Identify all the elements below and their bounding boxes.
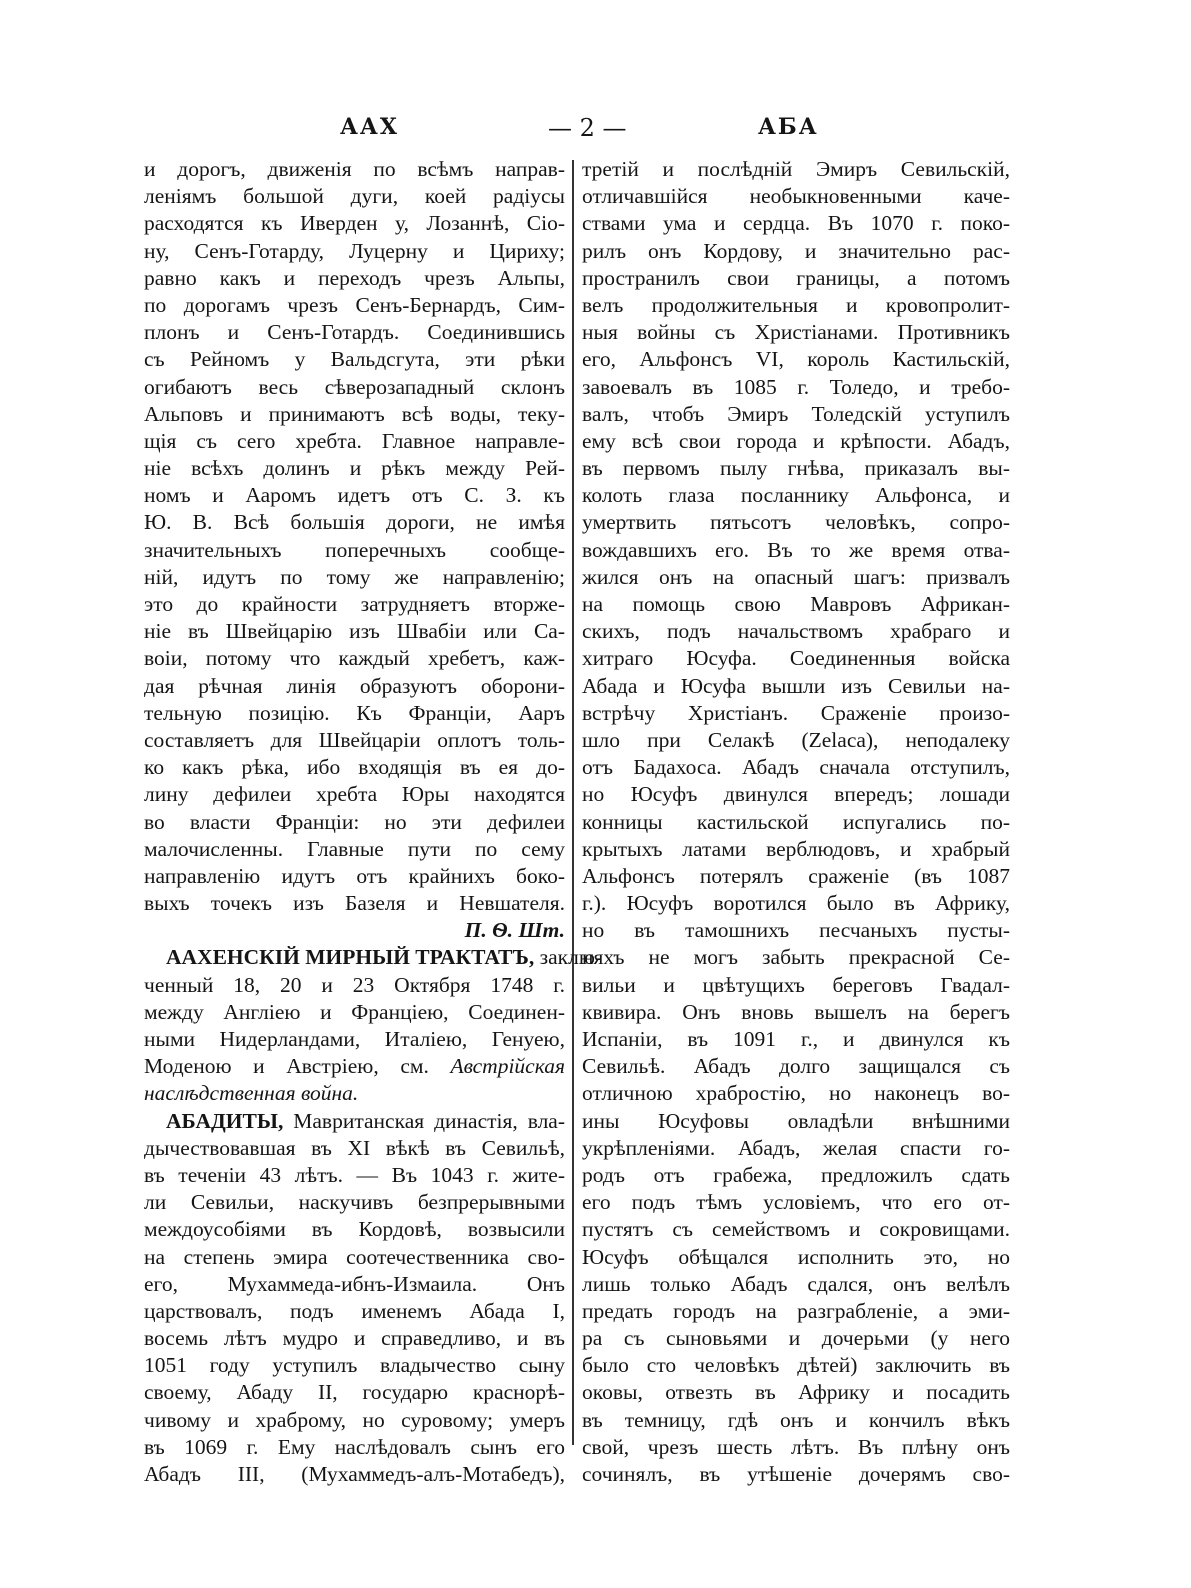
header-left-word: ААХ	[340, 114, 399, 140]
text-line: направленію идутъ отъ крайнихъ боко-	[144, 863, 565, 888]
text-line: но въ тамошнихъ песчаныхъ пусты-	[582, 918, 1010, 943]
text-line: дычествовавшая въ XI вѣкѣ въ Севильѣ,	[144, 1135, 565, 1160]
article-aachen-treaty	[144, 944, 603, 1107]
text-line: вильи и цвѣтущихъ береговъ Гвадал-	[582, 972, 1010, 997]
text-line: на степень эмира соотечественника сво-	[144, 1244, 565, 1269]
text-line: своему, Абаду II, государю краснорѣ-	[144, 1380, 565, 1405]
text-line: ныя войны съ Христіанами. Противникъ	[582, 320, 1010, 345]
text-line: оковы, отвезть въ Африку и посадить	[582, 1380, 1010, 1405]
text-line: встрѣчу Христіанъ. Сраженіе произо-	[582, 700, 1010, 725]
text-line: его подъ тѣмъ условіемъ, что его от-	[582, 1190, 1010, 1215]
text-line: третій и послѣдній Эмиръ Севильскій,	[582, 157, 1010, 181]
text-line: г.). Юсуфъ воротился было въ Африку,	[582, 891, 1010, 916]
text-line: чивому и храброму, но суровому; умеръ	[144, 1407, 565, 1432]
text-line: Юсуфъ обѣщался исполнить это, но	[582, 1244, 1010, 1269]
text-line: малочисленны. Главные пути по сему	[144, 836, 565, 861]
text-line: въ теченіи 43 лѣтъ. — Въ 1043 г. жите-	[144, 1162, 565, 1187]
text-line: царствовалъ, подъ именемъ Абада I,	[144, 1298, 565, 1323]
cross-reference: Австрійская	[450, 1054, 565, 1079]
text-line: но Юсуфъ двинулся впередъ; лошади	[582, 782, 1010, 807]
cross-reference: наслѣдственная война.	[144, 1081, 359, 1106]
text-line: расходятся къ Иверден у, Лозаннѣ, Сіо-	[144, 211, 565, 236]
right-column	[582, 156, 1010, 1488]
text-line: между Англіею и Франціею, Соединен-	[144, 999, 565, 1024]
text-line: конницы кастильской испугались по-	[582, 809, 1010, 834]
text-line: Испаніи, въ 1091 г., и двинулся къ	[582, 1027, 1010, 1051]
text-line: пространилъ свои границы, а потомъ	[582, 265, 1010, 290]
text-line: дая рѣчная линія образуютъ оборони-	[144, 673, 565, 698]
text-line: ніе въ Швейцарію изъ Швабіи или Са-	[144, 619, 565, 644]
text-line: завоевалъ въ 1085 г. Толедо, и требо-	[582, 374, 1010, 399]
text-line: жился онъ на опасный шагъ: призвалъ	[582, 564, 1010, 589]
text-line: ніе всѣхъ долинъ и рѣкъ между Рей-	[144, 456, 565, 481]
text-line: ко какъ рѣка, ибо входящія въ ея до-	[144, 755, 565, 780]
text-line: умертвить пятьсотъ человѣкъ, сопро-	[582, 510, 1010, 535]
text-line: Абадъ III, (Мухаммедъ-алъ-Мотабедъ),	[144, 1462, 565, 1486]
text-line: ему всѣ свои города и крѣпости. Абадъ,	[582, 428, 1010, 453]
text-line: щія съ сего хребта. Главное направле-	[144, 428, 565, 453]
text-line: тельную позицію. Къ Франціи, Ааръ	[144, 700, 565, 725]
text-line: колоть глаза посланнику Альфонса, и	[582, 483, 1010, 508]
text-line: междоусобіями въ Кордовѣ, возвысили	[144, 1217, 565, 1242]
text-line: хитраго Юсуфа. Соединенныя войска	[582, 646, 1010, 671]
text-line: плонъ и Сенъ-Готардъ. Соединившись	[144, 320, 565, 345]
text-line: это до крайности затрудняетъ вторже-	[144, 592, 565, 616]
text-line: его, Мухаммеда-ибнъ-Измаила. Онъ	[144, 1271, 565, 1296]
text-line: пустятъ съ семействомъ и сокровищами.	[582, 1217, 1010, 1242]
text-line: огибаютъ весь сѣверозападный склонъ	[144, 374, 565, 399]
text-line: свой, чрезъ шесть лѣтъ. Въ плѣну онъ	[582, 1434, 1010, 1459]
text-line: родъ отъ грабежа, предложилъ сдать	[582, 1162, 1010, 1187]
text-line: отличавшійся необыкновенными каче-	[582, 184, 1010, 209]
text-line: ствами ума и сердца. Въ 1070 г. поко-	[582, 211, 1010, 236]
text-line: номъ и Ааромъ идетъ отъ С. З. къ	[144, 483, 565, 508]
text-line: няхъ не могъ забыть прекрасной Се-	[582, 945, 1010, 970]
text-line: шло при Селакѣ (Zelaca), неподалеку	[582, 727, 1010, 752]
article-title: АБАДИТЫ,	[166, 1108, 284, 1133]
text-line: 1051 году уступилъ владычество сыну	[144, 1353, 565, 1378]
author-signature	[144, 917, 565, 944]
text-line: велъ продолжительныя и кровопролит-	[582, 292, 1010, 317]
text-line: Абада и Юсуфа вышли изъ Севильи на-	[582, 673, 1010, 698]
text-line	[144, 1080, 565, 1107]
header-right-word: АБА	[758, 114, 819, 140]
text-line: Альфонсъ потерялъ сраженіе (въ 1087	[582, 863, 1010, 888]
text-line: леніямъ большой дуги, коей радіусы	[144, 184, 565, 209]
text-line: валъ, чтобъ Эмиръ Толедскій уступилъ	[582, 401, 1010, 426]
text-line	[144, 1108, 565, 1135]
text-fragment: Мавританская династія, вла-	[283, 1108, 565, 1133]
text-line: отъ Бадахоса. Абадъ сначала отступилъ,	[582, 755, 1010, 780]
text-line: равно какъ и переходъ чрезъ Альпы,	[144, 265, 565, 290]
text-line	[144, 1053, 565, 1080]
text-line: Севильѣ. Абадъ долго защищался съ	[582, 1054, 1010, 1079]
text-line: Ю. В. Всѣ большія дороги, не имѣя	[144, 510, 565, 535]
text-line: лину дефилеи хребта Юры находятся	[144, 782, 565, 807]
text-line: ну, Сенъ-Готарду, Луцерну и Цириху;	[144, 238, 565, 263]
text-line: восемь лѣтъ мудро и справедливо, и въ	[144, 1326, 565, 1351]
text-line: ли Севильи, наскучивъ безпрерывными	[144, 1190, 565, 1215]
text-line: во власти Франціи: но эти дефилеи	[144, 809, 565, 834]
text-fragment: заклю-	[534, 945, 603, 970]
text-line: ины Юсуфовы овладѣли внѣшними	[582, 1108, 1010, 1133]
text-line: сочинялъ, въ утѣшеніе дочерямъ сво-	[582, 1462, 1010, 1486]
text-line: выхъ точекъ изъ Базеля и Невшателя.	[144, 891, 565, 916]
page-number: — 2 —	[548, 114, 627, 142]
text-line: его, Альфонсъ VI, король Кастильскій,	[582, 347, 1010, 372]
text-line: рилъ онъ Кордову, и значительно рас-	[582, 238, 1010, 263]
article-abadites	[144, 1108, 565, 1489]
text-line: значительныхъ поперечныхъ сообще-	[144, 537, 565, 562]
text-line: ченный 18, 20 и 23 Октября 1748 г.	[144, 972, 565, 997]
text-line: было сто человѣкъ дѣтей) заключить въ	[582, 1353, 1010, 1378]
text-fragment: Моденою и Австріею, см.	[144, 1054, 451, 1079]
text-line: въ 1069 г. Ему наслѣдовалъ сынъ его	[144, 1434, 565, 1459]
text-line: по дорогамъ чрезъ Сенъ-Бернардъ, Сим-	[144, 292, 565, 317]
column-divider	[572, 160, 574, 1445]
text-line: съ Рейномъ у Вальдсгута, эти рѣки	[144, 347, 565, 372]
text-line: скихъ, подъ начальствомъ храбраго и	[582, 619, 1010, 644]
text-line: ній, идутъ по тому же направленію;	[144, 564, 565, 589]
text-line: Альповъ и принимаютъ всѣ воды, теку-	[144, 401, 565, 426]
text-line: лишь только Абадъ сдался, онъ велѣлъ	[582, 1271, 1010, 1296]
text-line: предать городъ на разграбленіе, а эми-	[582, 1298, 1010, 1323]
text-line: въ первомъ пылу гнѣва, приказалъ вы-	[582, 456, 1010, 481]
running-header	[0, 114, 1191, 144]
text-line	[144, 944, 603, 971]
text-line: и дорогъ, движенія по всѣмъ направ-	[144, 157, 565, 181]
text-line: составляетъ для Швейцаріи оплотъ толь-	[144, 727, 565, 752]
article-title: ААХЕНСКІЙ МИРНЫЙ ТРАКТАТЪ,	[166, 945, 535, 970]
text-line: вождавшихъ его. Въ то же время отва-	[582, 537, 1010, 562]
text-line: квивира. Онъ вновь вышелъ на берегъ	[582, 999, 1010, 1024]
text-line: на помощь свою Мавровъ Африкан-	[582, 592, 1010, 616]
text-line: укрѣпленіями. Абадъ, желая спасти го-	[582, 1135, 1010, 1160]
text-line: воіи, потому что каждый хребетъ, каж-	[144, 646, 565, 671]
text-line: крытыхъ латами верблюдовъ, и храбрый	[582, 836, 1010, 861]
text-line: ными Нидерландами, Италіею, Генуею,	[144, 1027, 565, 1051]
left-column	[144, 156, 603, 1488]
text-line: въ темницу, гдѣ онъ и кончилъ вѣкъ	[582, 1407, 1010, 1432]
text-line: отличною храбростію, но наконецъ во-	[582, 1081, 1010, 1106]
text-line: ра съ сыновьями и дочерьми (у него	[582, 1326, 1010, 1351]
signature-text: П. Ѳ. Шт.	[464, 918, 565, 943]
article-paragraph	[144, 156, 565, 944]
